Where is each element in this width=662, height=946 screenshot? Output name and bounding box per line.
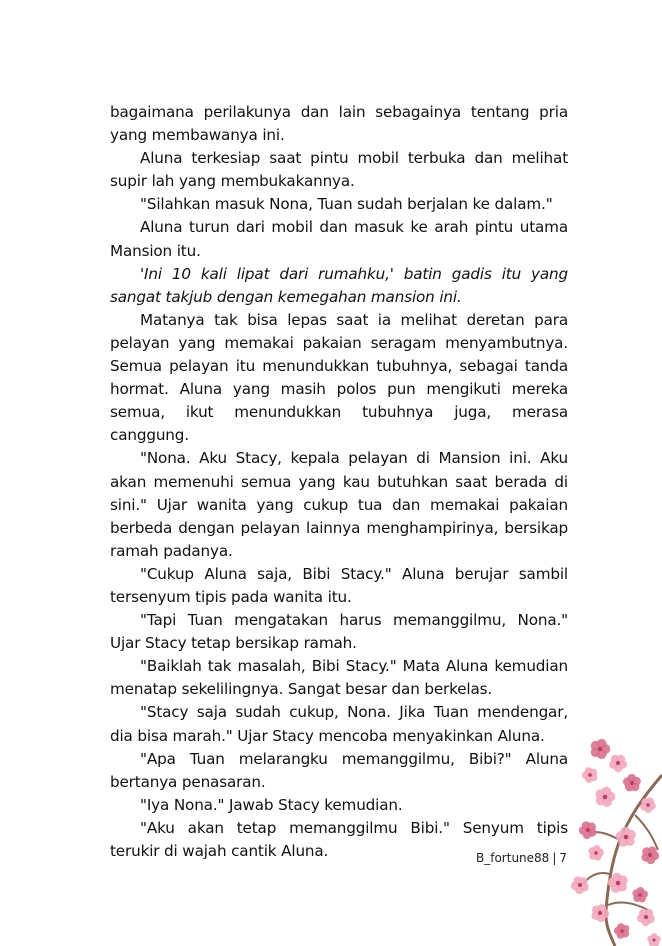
paragraph: bagaimana perilakunya dan lain sebagainya tentang pria yang membawanya ini.	[110, 103, 568, 145]
paragraph: "Silahkan masuk Nona, Tuan sudah berjalan ke dalam."	[140, 195, 553, 214]
paragraph: Matanya tak bisa lepas saat ia melihat deretan para pelayan yang memakai pakaian seragam menyambutnya. Semua pelayan itu menundukkan tubuhnya, sebagai tanda hormat. Aluna yang masih polos pun mengikuti mereka semua, ikut menundukkan tubuhnya juga, merasa canggung.	[110, 310, 568, 445]
blossom-flower	[640, 798, 656, 813]
paragraph: Aluna turun dari mobil dan masuk ke arah pintu utama Mansion itu.	[110, 218, 568, 260]
paragraph: "Iya Nona." Jawab Stacy kemudian.	[140, 795, 403, 814]
footer-separator: |	[552, 851, 557, 865]
italic-thought-paragraph: 'Ini 10 kali lipat dari rumahku,' batin gadis itu yang sangat takjub dengan kemegahan mansion ini.	[110, 264, 568, 306]
blossom-flower	[571, 876, 589, 894]
paragraph: Aluna terkesiap saat pintu mobil terbuka dan melihat supir lah yang membukakannya.	[110, 149, 568, 191]
paragraph: "Stacy saja sudah cukup, Nona. Jika Tuan mendengar, dia bisa marah." Ujar Stacy mencoba menyakinkan Aluna.	[110, 703, 568, 745]
blossom-flower	[641, 846, 659, 864]
blossom-flower	[647, 933, 660, 946]
blossom-flower	[609, 755, 627, 773]
blossom-flower	[588, 845, 604, 861]
page-body-text	[110, 101, 568, 863]
page-number: 7	[559, 851, 567, 865]
paragraph: "Baiklah tak masalah, Bibi Stacy." Mata Aluna kemudian menatap sekelilingnya. Sangat besar dan berkelas.	[110, 657, 568, 699]
blossom-flower	[632, 887, 648, 903]
blossom-flower	[614, 923, 629, 939]
blossom-flower	[582, 767, 597, 783]
paragraph: "Nona. Aku Stacy, kepala pelayan di Mansion ini. Aku akan memenuhi semua yang kau butuhkan saat berada di sini." Ujar wanita yang cukup tua dan memakai pakaian berbeda dengan pelayan lainnya menghampirinya, bersikap ramah padanya.	[110, 449, 568, 560]
blossom-flower	[623, 774, 641, 792]
blossom-flower	[591, 739, 611, 759]
cherry-blossom-branch-icon	[560, 735, 662, 946]
paragraph: "Apa Tuan melarangku memanggilmu, Bibi?" Aluna bertanya penasaran.	[110, 749, 568, 791]
paragraph: "Aku akan tetap memanggilmu Bibi." Senyum tipis terukir di wajah cantik Aluna.	[110, 818, 568, 860]
paragraph: "Tapi Tuan mengatakan harus memanggilmu, Nona." Ujar Stacy tetap bersikap ramah.	[110, 611, 568, 653]
blossom-flower	[595, 787, 615, 807]
blossom-flower	[637, 909, 655, 927]
footer-author: B_fortune88	[476, 851, 550, 865]
paragraph: "Cukup Aluna saja, Bibi Stacy." Aluna berujar sambil tersenyum tipis pada wanita itu.	[110, 564, 568, 606]
blossom-flower	[579, 821, 597, 839]
page-footer	[476, 850, 567, 866]
